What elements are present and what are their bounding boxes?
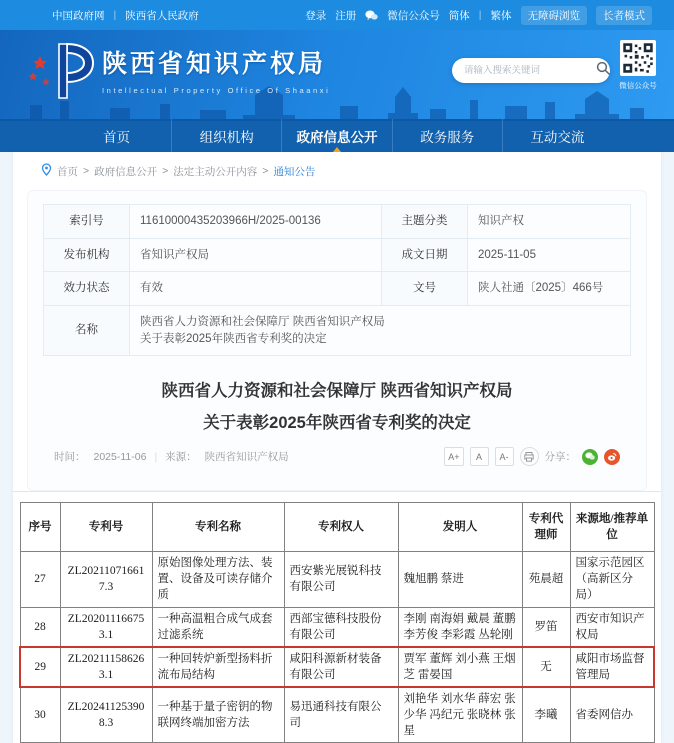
simplified-toggle[interactable]: 简体 (448, 9, 470, 22)
document-info-table (43, 204, 631, 356)
search-box (452, 58, 610, 83)
site-subtitle-en: Intellectual Property Office Of Shaanxi (102, 86, 331, 95)
breadcrumb-gov-info[interactable]: 政府信息公开 (94, 165, 158, 178)
cell-patentee: 西安紫光展锐科技有限公司 (284, 552, 398, 607)
doc-number-label: 文号 (382, 272, 468, 306)
cell-patent-no: ZL202110716617.3 (60, 552, 152, 607)
wechat-bubble-icon (365, 10, 378, 21)
table-row-highlighted (20, 647, 654, 687)
cell-agent: 苑晨超 (522, 552, 570, 607)
doc-name-value (130, 306, 631, 356)
site-title: 陕西省知识产权局 (102, 50, 327, 78)
cell-patent-name: 一种回转炉新型扬料折流布局结构 (152, 647, 284, 687)
cell-patent-no: ZL202011166753.1 (60, 607, 152, 647)
link-china-gov[interactable]: 中国政府网 (52, 9, 105, 22)
doc-category-label: 主题分类 (382, 205, 468, 239)
doc-number-value: 陕人社通〔2025〕466号 (468, 272, 631, 306)
col-header-patentee: 专利权人 (284, 503, 398, 552)
source-label: 来源： (165, 451, 197, 464)
search-input[interactable] (464, 65, 596, 76)
table-row (44, 272, 631, 306)
col-header-source: 来源地/推荐单位 (570, 503, 654, 552)
breadcrumb-separator: > (262, 165, 269, 177)
cell-source: 省委网信办 (570, 687, 654, 743)
breadcrumb (13, 152, 661, 188)
cell-inventors: 贾军 董辉 刘小燕 王烟芝 雷晏国 (398, 647, 522, 687)
col-header-patent-no: 专利号 (60, 503, 152, 552)
nav-item-services[interactable]: 政务服务 (392, 119, 502, 152)
doc-agency-value: 省知识产权局 (130, 238, 382, 272)
cell-patent-no: ZL202411253908.3 (60, 687, 152, 743)
cell-source: 西安市知识产权局 (570, 607, 654, 647)
breadcrumb-separator: > (83, 165, 90, 177)
doc-date-label: 成文日期 (382, 238, 468, 272)
cell-patent-no: ZL202111586263.1 (60, 647, 152, 687)
site-banner (0, 30, 674, 119)
nav-item-organization[interactable]: 组织机构 (171, 119, 281, 152)
register-link[interactable]: 注册 (335, 9, 357, 22)
main-navigation (0, 119, 674, 152)
doc-name-line1: 陕西省人力资源和社会保障厅 陕西省知识产权局 (140, 316, 385, 329)
col-header-patent-name: 专利名称 (152, 503, 284, 552)
table-header-row (20, 503, 654, 552)
table-row (20, 552, 654, 607)
wechat-account-link[interactable]: 微信公众号 (387, 9, 440, 22)
table-row (44, 205, 631, 239)
font-normal-button[interactable]: A (470, 447, 489, 466)
doc-date-value: 2025-11-05 (468, 238, 631, 272)
cell-patent-name: 一种高温粗合成气成套过滤系统 (152, 607, 284, 647)
table-row (20, 687, 654, 743)
table-row (20, 607, 654, 647)
cell-patent-name: 原始图像处理方法、装置、设备及可读存储介质 (152, 552, 284, 607)
cell-agent: 李曦 (522, 687, 570, 743)
doc-status-value: 有效 (130, 272, 382, 306)
share-label: 分享： (544, 451, 576, 464)
doc-name-label: 名称 (44, 306, 130, 356)
cell-inventors: 刘艳华 刘水华 薛宏 张少华 冯纪元 张晓林 张星 (398, 687, 522, 743)
cell-no: 30 (20, 687, 60, 743)
qr-code (620, 40, 656, 76)
cell-source: 国家示范园区（高新区分局） (570, 552, 654, 607)
cell-inventors: 李刚 南海娟 戴晨 董鹏 李芳俊 李彩霞 丛轮刚 (398, 607, 522, 647)
cell-source: 咸阳市场监督管理局 (570, 647, 654, 687)
accessibility-button[interactable]: 无障碍浏览 (521, 6, 588, 25)
doc-agency-label: 发布机构 (44, 238, 130, 272)
nav-item-gov-info[interactable]: 政府信息公开 (281, 119, 391, 152)
section-divider (13, 491, 661, 492)
nav-item-home[interactable]: 首页 (103, 129, 131, 145)
source-value: 陕西省知识产权局 (204, 451, 289, 464)
share-wechat-icon[interactable] (582, 449, 598, 465)
qr-code-label: 微信公众号 (619, 81, 657, 90)
table-row (44, 306, 631, 356)
cell-no: 27 (20, 552, 60, 607)
article-meta (54, 447, 620, 478)
wechat-qr-block (616, 40, 660, 91)
time-value: 2025-11-06 (93, 450, 147, 463)
font-larger-button[interactable]: A+ (444, 447, 463, 466)
col-header-agent: 专利代理师 (522, 503, 570, 552)
location-pin-icon (41, 163, 52, 179)
nav-item-interaction[interactable]: 互动交流 (502, 119, 612, 152)
breadcrumb-disclosure[interactable]: 法定主动公开内容 (173, 165, 258, 178)
content-page (13, 152, 661, 743)
separator: | (154, 450, 158, 463)
org-logo (26, 38, 100, 104)
separator: | (113, 9, 117, 21)
article-title-line2: 关于表彰2025年陕西省专利奖的决定 (203, 413, 471, 432)
doc-name-line2: 关于表彰2025年陕西省专利奖的决定 (140, 332, 327, 345)
site-brand (102, 44, 330, 95)
print-icon[interactable] (520, 447, 539, 466)
cell-patentee: 西部宝德科技股份有限公司 (284, 607, 398, 647)
cell-patentee: 咸阳科源新材装备有限公司 (284, 647, 398, 687)
link-shaanxi-gov[interactable]: 陕西省人民政府 (125, 9, 199, 22)
elder-mode-button[interactable]: 长者模式 (596, 6, 652, 25)
document-card (27, 190, 647, 491)
share-weibo-icon[interactable] (604, 449, 620, 465)
separator: | (478, 9, 482, 21)
doc-index-value: 11610000435203966H/2025-00136 (130, 205, 382, 239)
patent-award-table (19, 502, 655, 743)
search-icon[interactable] (596, 61, 610, 80)
top-utility-bar (0, 0, 674, 30)
cell-agent: 罗笛 (522, 607, 570, 647)
cell-no: 28 (20, 607, 60, 647)
time-label: 时间： (54, 451, 86, 464)
doc-status-label: 效力状态 (44, 272, 130, 306)
article-title (62, 376, 612, 439)
breadcrumb-separator: > (162, 165, 169, 177)
doc-category-value: 知识产权 (468, 205, 631, 239)
font-smaller-button[interactable]: A- (495, 447, 514, 466)
traditional-toggle[interactable]: 繁体 (490, 9, 512, 22)
cell-no: 29 (20, 647, 60, 687)
article-title-line1: 陕西省人力资源和社会保障厅 陕西省知识产权局 (161, 382, 513, 401)
cell-patentee: 易迅通科技有限公司 (284, 687, 398, 743)
cell-patent-name: 一种基于量子密钥的物联网终端加密方法 (152, 687, 284, 743)
login-link[interactable]: 登录 (305, 9, 327, 22)
col-header-no: 序号 (20, 503, 60, 552)
breadcrumb-notices[interactable]: 通知公告 (273, 165, 316, 178)
table-row (44, 238, 631, 272)
col-header-inventors: 发明人 (398, 503, 522, 552)
doc-index-label: 索引号 (44, 205, 130, 239)
cell-agent: 无 (522, 647, 570, 687)
breadcrumb-home[interactable]: 首页 (57, 165, 78, 178)
cell-inventors: 魏旭鹏 蔡进 (398, 552, 522, 607)
